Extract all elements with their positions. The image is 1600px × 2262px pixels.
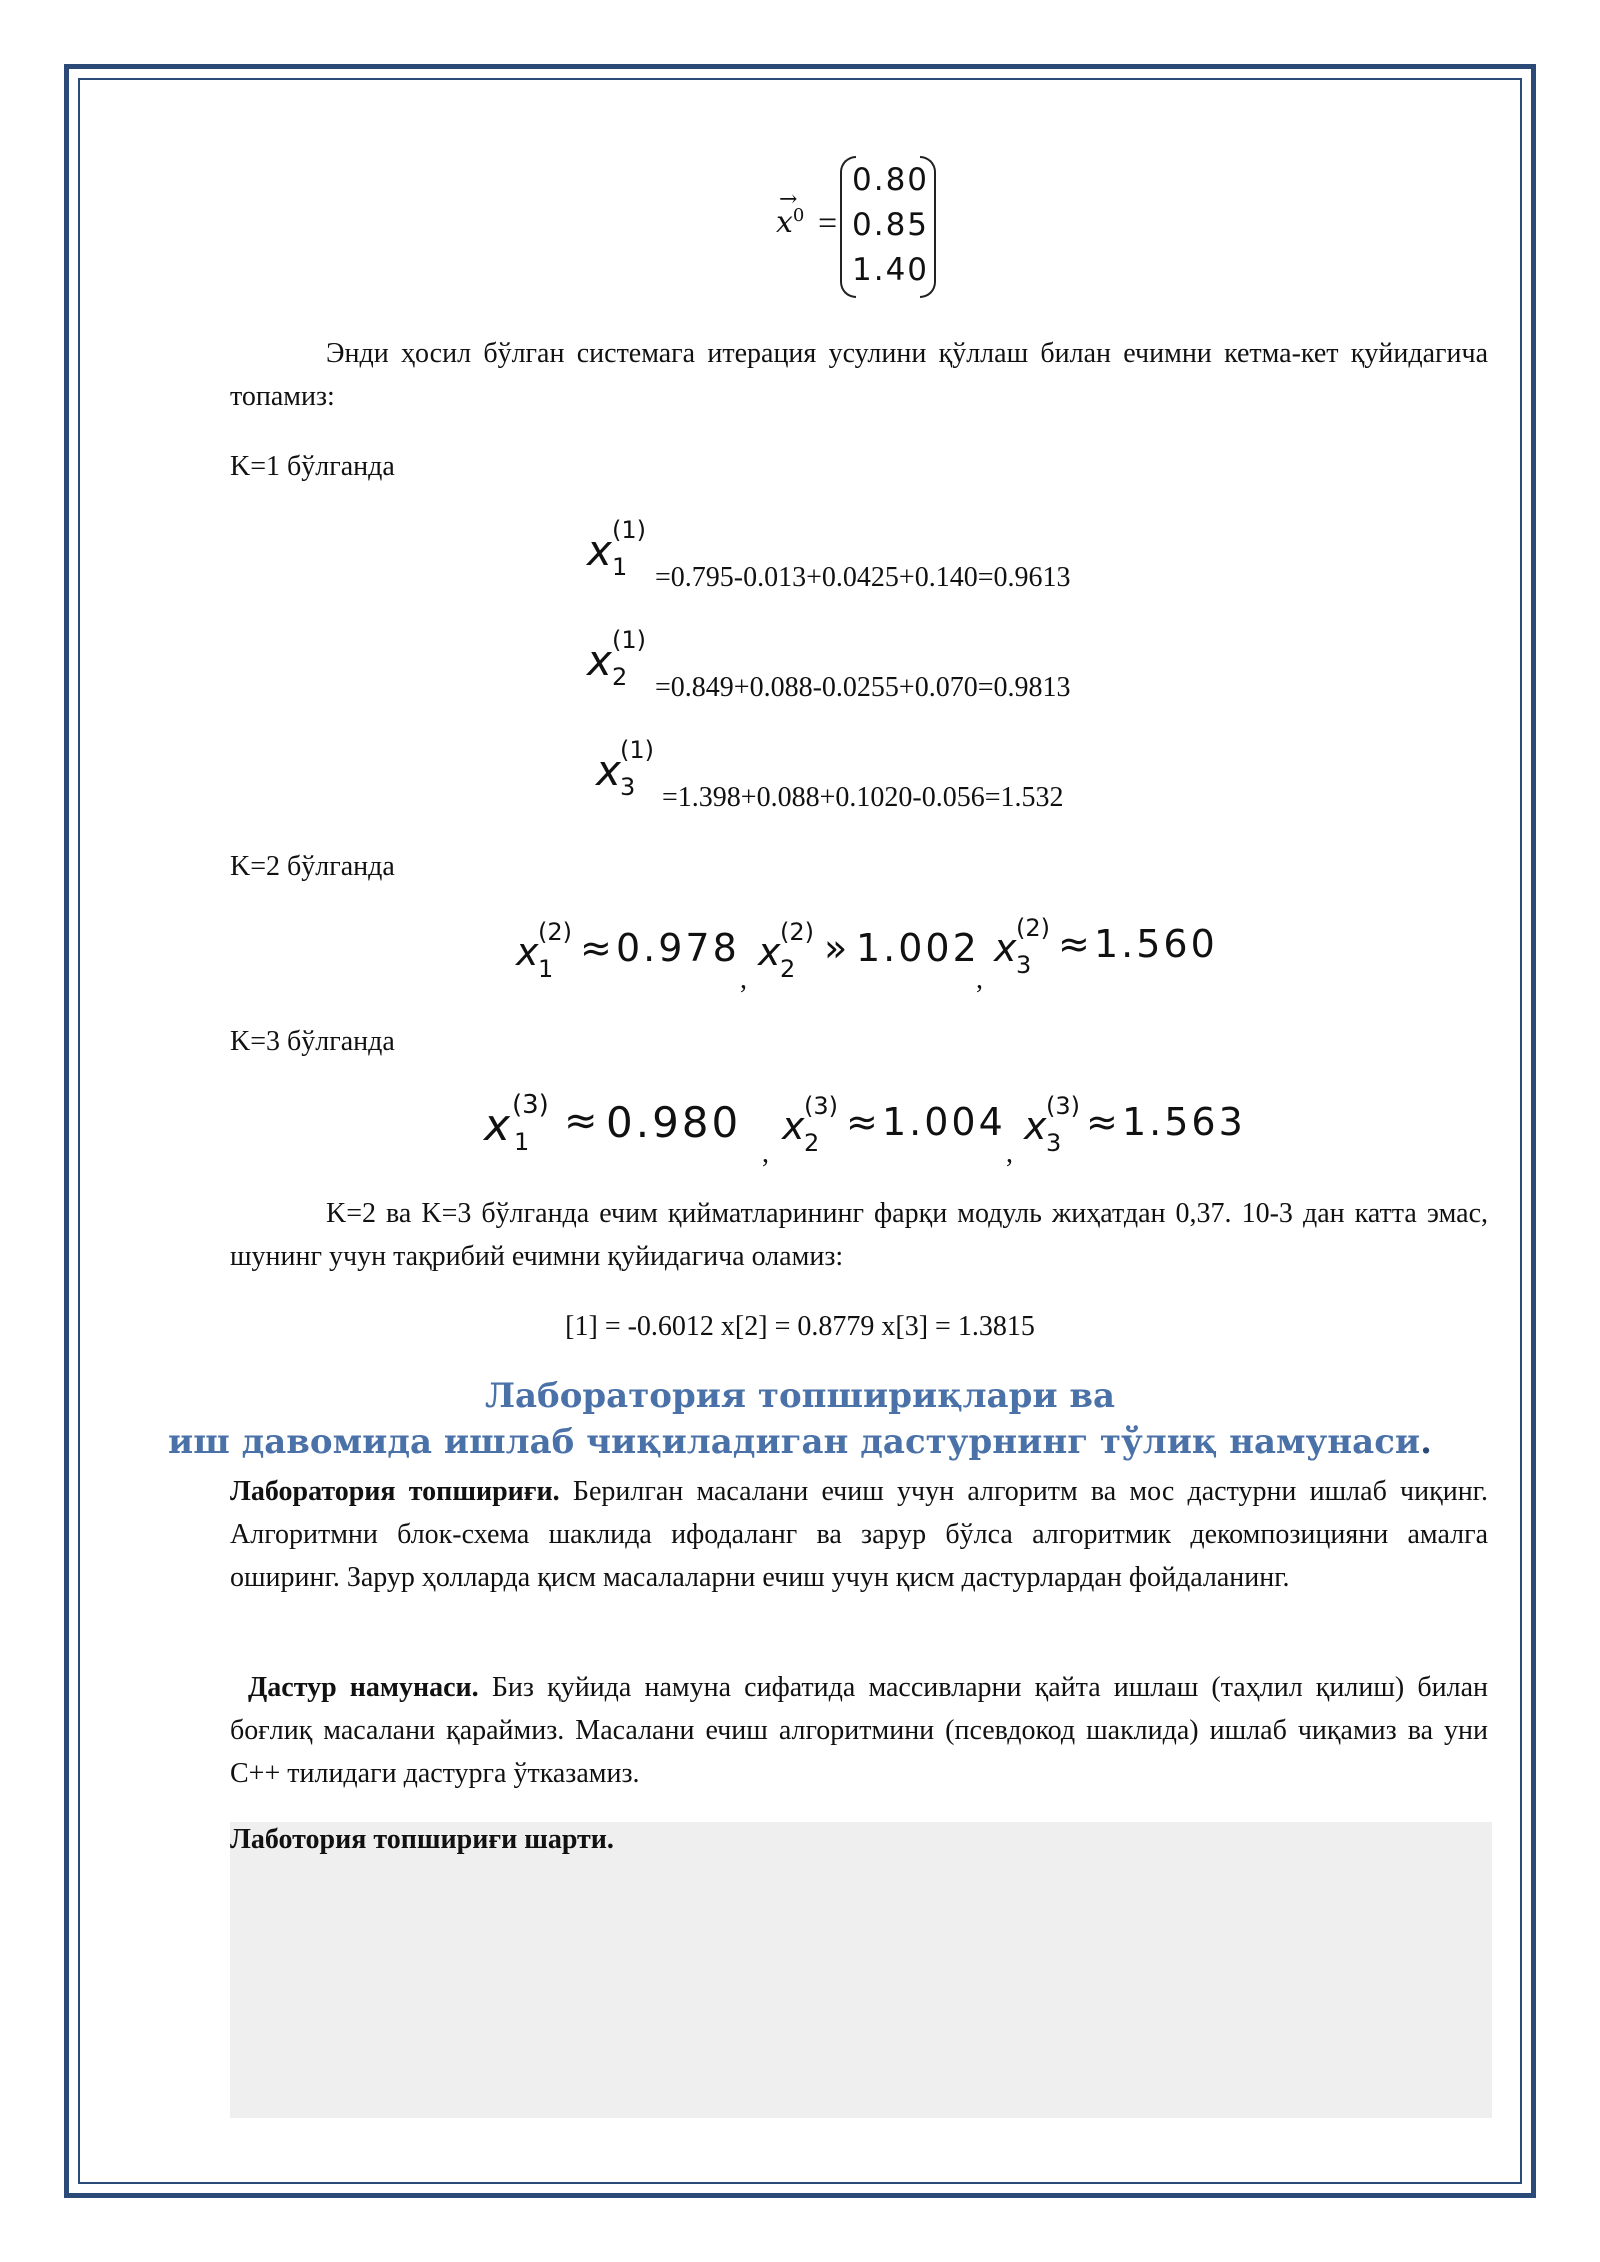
lab-task-title: Лаборатория топшириғи. xyxy=(230,1476,560,1507)
k1-label: K=1 бўлганда xyxy=(230,451,395,482)
intro-paragraph: Энди ҳосил бўлган системага итерация усулини қўллаш билан ечимни кетма-кет қуйидагича топамиз: xyxy=(230,338,1488,412)
task-condition-box xyxy=(230,1822,1492,2118)
program-sample-paragraph: Дастур намунаси. Биз қуйида намуна сифатида массивларни қайта ишлаш (таҳлил қилиш) билан боғлиқ масалани қараймиз. Масалани ечиш алгоритмини (псевдокод шаклида) ишлаб чиқамиз ва уни C++ тилидаги дастурга ўтказамиз. xyxy=(230,1672,1488,1789)
k2-label: K=2 бўлганда xyxy=(230,851,395,882)
vector-value: 1.40 xyxy=(852,252,930,288)
vector-values xyxy=(852,158,929,293)
k3-label: K=3 бўлганда xyxy=(230,1026,395,1057)
conclusion-paragraph: K=2 ва K=3 бўлганда ечим қийматларининг фарқи модуль жиҳатдан 0,37. 10-3 дан катта эмас, шунинг учун тақрибий ечимни қуйидагича оламиз: xyxy=(230,1198,1488,1272)
task-condition-label: Лаботория топшириғи шарти. xyxy=(230,1824,614,1855)
vector-value: 0.80 xyxy=(852,162,930,198)
section-heading-line2: иш давомида ишлаб чиқиладиган дастурнинг тўлиқ намунаси. xyxy=(168,1422,1432,1462)
vector-value: 0.85 xyxy=(852,207,930,243)
section-heading-line1: Лаборатория топшириқлари ва xyxy=(484,1376,1116,1416)
final-solution: [1] = -0.6012 x[2] = 0.8779 x[3] = 1.3815 xyxy=(565,1311,1035,1342)
lab-task-paragraph: Лаборатория топшириғи. Берилган масалани ечиш учун алгоритм ва мос дастурни ишлаб чиқинг. Алгоритмни блок-схема шаклида ифодаланг ва зарур бўлса алгоритмик декомпозицияни амалга оширинг. Зарур ҳолларда қисм масалаларни ечиш учун қисм дастурлардан фойдаланинг. xyxy=(230,1476,1489,1593)
program-sample-title: Дастур намунаси. xyxy=(248,1672,479,1703)
vector-symbol: → $x^0$ xyxy=(776,187,805,240)
equals-sign: = xyxy=(818,205,838,242)
